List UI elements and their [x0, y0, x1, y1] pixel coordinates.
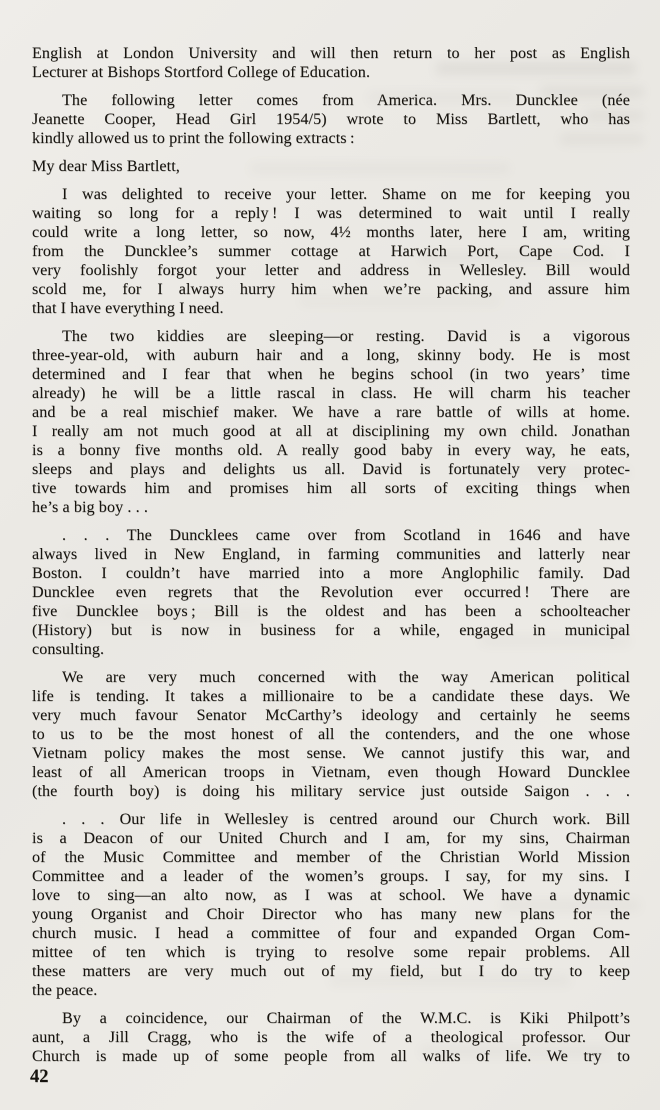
text-line: that I have everything I need.: [32, 300, 224, 317]
salutation: [32, 157, 630, 176]
text-line: My dear Miss Bartlett,: [32, 158, 180, 175]
text-line: waiting so long for a reply ! I was determined to wait until I really: [32, 205, 630, 222]
paragraph: [32, 810, 630, 1000]
text-line: always lived in New England, in farming communities and latterly near: [32, 546, 630, 563]
text-line: is a bonny five months old. A really good baby in every way, he eats,: [32, 442, 630, 459]
text-line: and be a real mischief maker. We have a rare battle of wills at home.: [32, 404, 630, 421]
text-line: already) he will be a little rascal in class. He will charm his teacher: [32, 385, 630, 402]
paragraph: [32, 185, 630, 318]
text-line: I really am not much good at all at disciplining my own child. Jonathan: [32, 423, 630, 440]
text-line: English at London University and will then return to her post as English: [32, 45, 630, 62]
text-line: tive towards him and promises him all sorts of exciting things when: [32, 480, 630, 497]
text-line: (the fourth boy) is doing his military service just outside Saigon . . .: [32, 783, 630, 800]
text-line: from the Duncklee’s summer cottage at Harwich Port, Cape Cod. I: [32, 243, 630, 260]
text-line: love to sing—an alto now, as I was at school. We have a dynamic: [32, 887, 630, 904]
text-line: . . . The Duncklees came over from Scotland in 1646 and have: [62, 527, 630, 544]
text-line: least of all American troops in Vietnam, even though Howard Duncklee: [32, 764, 630, 781]
text-line: to us to be the most honest of all the contenders, and the one whose: [32, 726, 630, 743]
text-line: . . . Our life in Wellesley is centred around our Church work. Bill: [62, 811, 630, 828]
text-line: life is tending. It takes a millionaire to be a candidate these days. We: [32, 688, 630, 705]
text-line: aunt, a Jill Cragg, who is the wife of a theological professor. Our: [32, 1029, 630, 1046]
text-line: I was delighted to receive your letter. Shame on me for keeping you: [62, 186, 630, 203]
text-line: church music. I head a committee of four and expanded Organ Com-: [32, 925, 630, 942]
text-line: We are very much concerned with the way American political: [62, 669, 630, 686]
text-line: five Duncklee boys ; Bill is the oldest and has been a schoolteacher: [32, 603, 630, 620]
text-line: By a coincidence, our Chairman of the W.M.C. is Kiki Philpott’s: [62, 1010, 630, 1027]
text-line: kindly allowed us to print the following extracts :: [32, 130, 355, 147]
text-line: could write a long letter, so now, 4½ months later, here I am, writing: [32, 224, 630, 241]
text-line: he’s a big boy . . .: [32, 499, 148, 516]
letter-body: [32, 44, 630, 1066]
text-line: Church is made up of some people from all walks of life. We try to: [32, 1048, 630, 1065]
text-line: very much favour Senator McCarthy’s ideology and certainly he seems: [32, 707, 630, 724]
paragraph: [32, 91, 630, 148]
text-line: Vietnam policy makes the most sense. We cannot justify this war, and: [32, 745, 630, 762]
text-line: determined and I fear that when he begins school (in two years’ time: [32, 366, 630, 383]
text-line: (History) but is now in business for a while, engaged in municipal: [32, 622, 630, 639]
text-line: scold me, for I always hurry him when we’re packing, and assure him: [32, 281, 630, 298]
text-line: sleeps and plays and delights us all. David is fortunately very protec-: [32, 461, 630, 478]
page-number: 42: [30, 1067, 49, 1087]
text-line: Lecturer at Bishops Stortford College of Education.: [32, 64, 371, 81]
text-line: Duncklee even regrets that the Revolution ever occurred ! There are: [32, 584, 630, 601]
text-line: Committee and a leader of the women’s groups. I say, for my sins. I: [32, 868, 630, 885]
text-line: the peace.: [32, 982, 98, 999]
text-line: young Organist and Choir Director who has many new plans for the: [32, 906, 630, 923]
text-line: Boston. I couldn’t have married into a more Anglophilic family. Dad: [32, 565, 630, 582]
paragraph: [32, 526, 630, 659]
paragraph: [32, 327, 630, 517]
text-line: mittee of ten which is trying to resolve some repair problems. All: [32, 944, 630, 961]
text-line: consulting.: [32, 641, 105, 658]
text-line: Jeanette Cooper, Head Girl 1954/5) wrote to Miss Bartlett, who has: [32, 111, 630, 128]
text-line: is a Deacon of our United Church and I am, for my sins, Chairman: [32, 830, 630, 847]
text-line: The following letter comes from America. Mrs. Duncklee (née: [62, 92, 630, 109]
paragraph: [32, 668, 630, 801]
text-line: three-year-old, with auburn hair and a long, skinny body. He is most: [32, 347, 630, 364]
paragraph: [32, 44, 630, 82]
text-line: very foolishly forgot your letter and address in Wellesley. Bill would: [32, 262, 630, 279]
text-line: these matters are very much out of my field, but I do try to keep: [32, 963, 630, 980]
paragraph: [32, 1009, 630, 1066]
text-line: of the Music Committee and member of the Christian World Mission: [32, 849, 630, 866]
text-line: The two kiddies are sleeping—or resting. David is a vigorous: [62, 328, 630, 345]
